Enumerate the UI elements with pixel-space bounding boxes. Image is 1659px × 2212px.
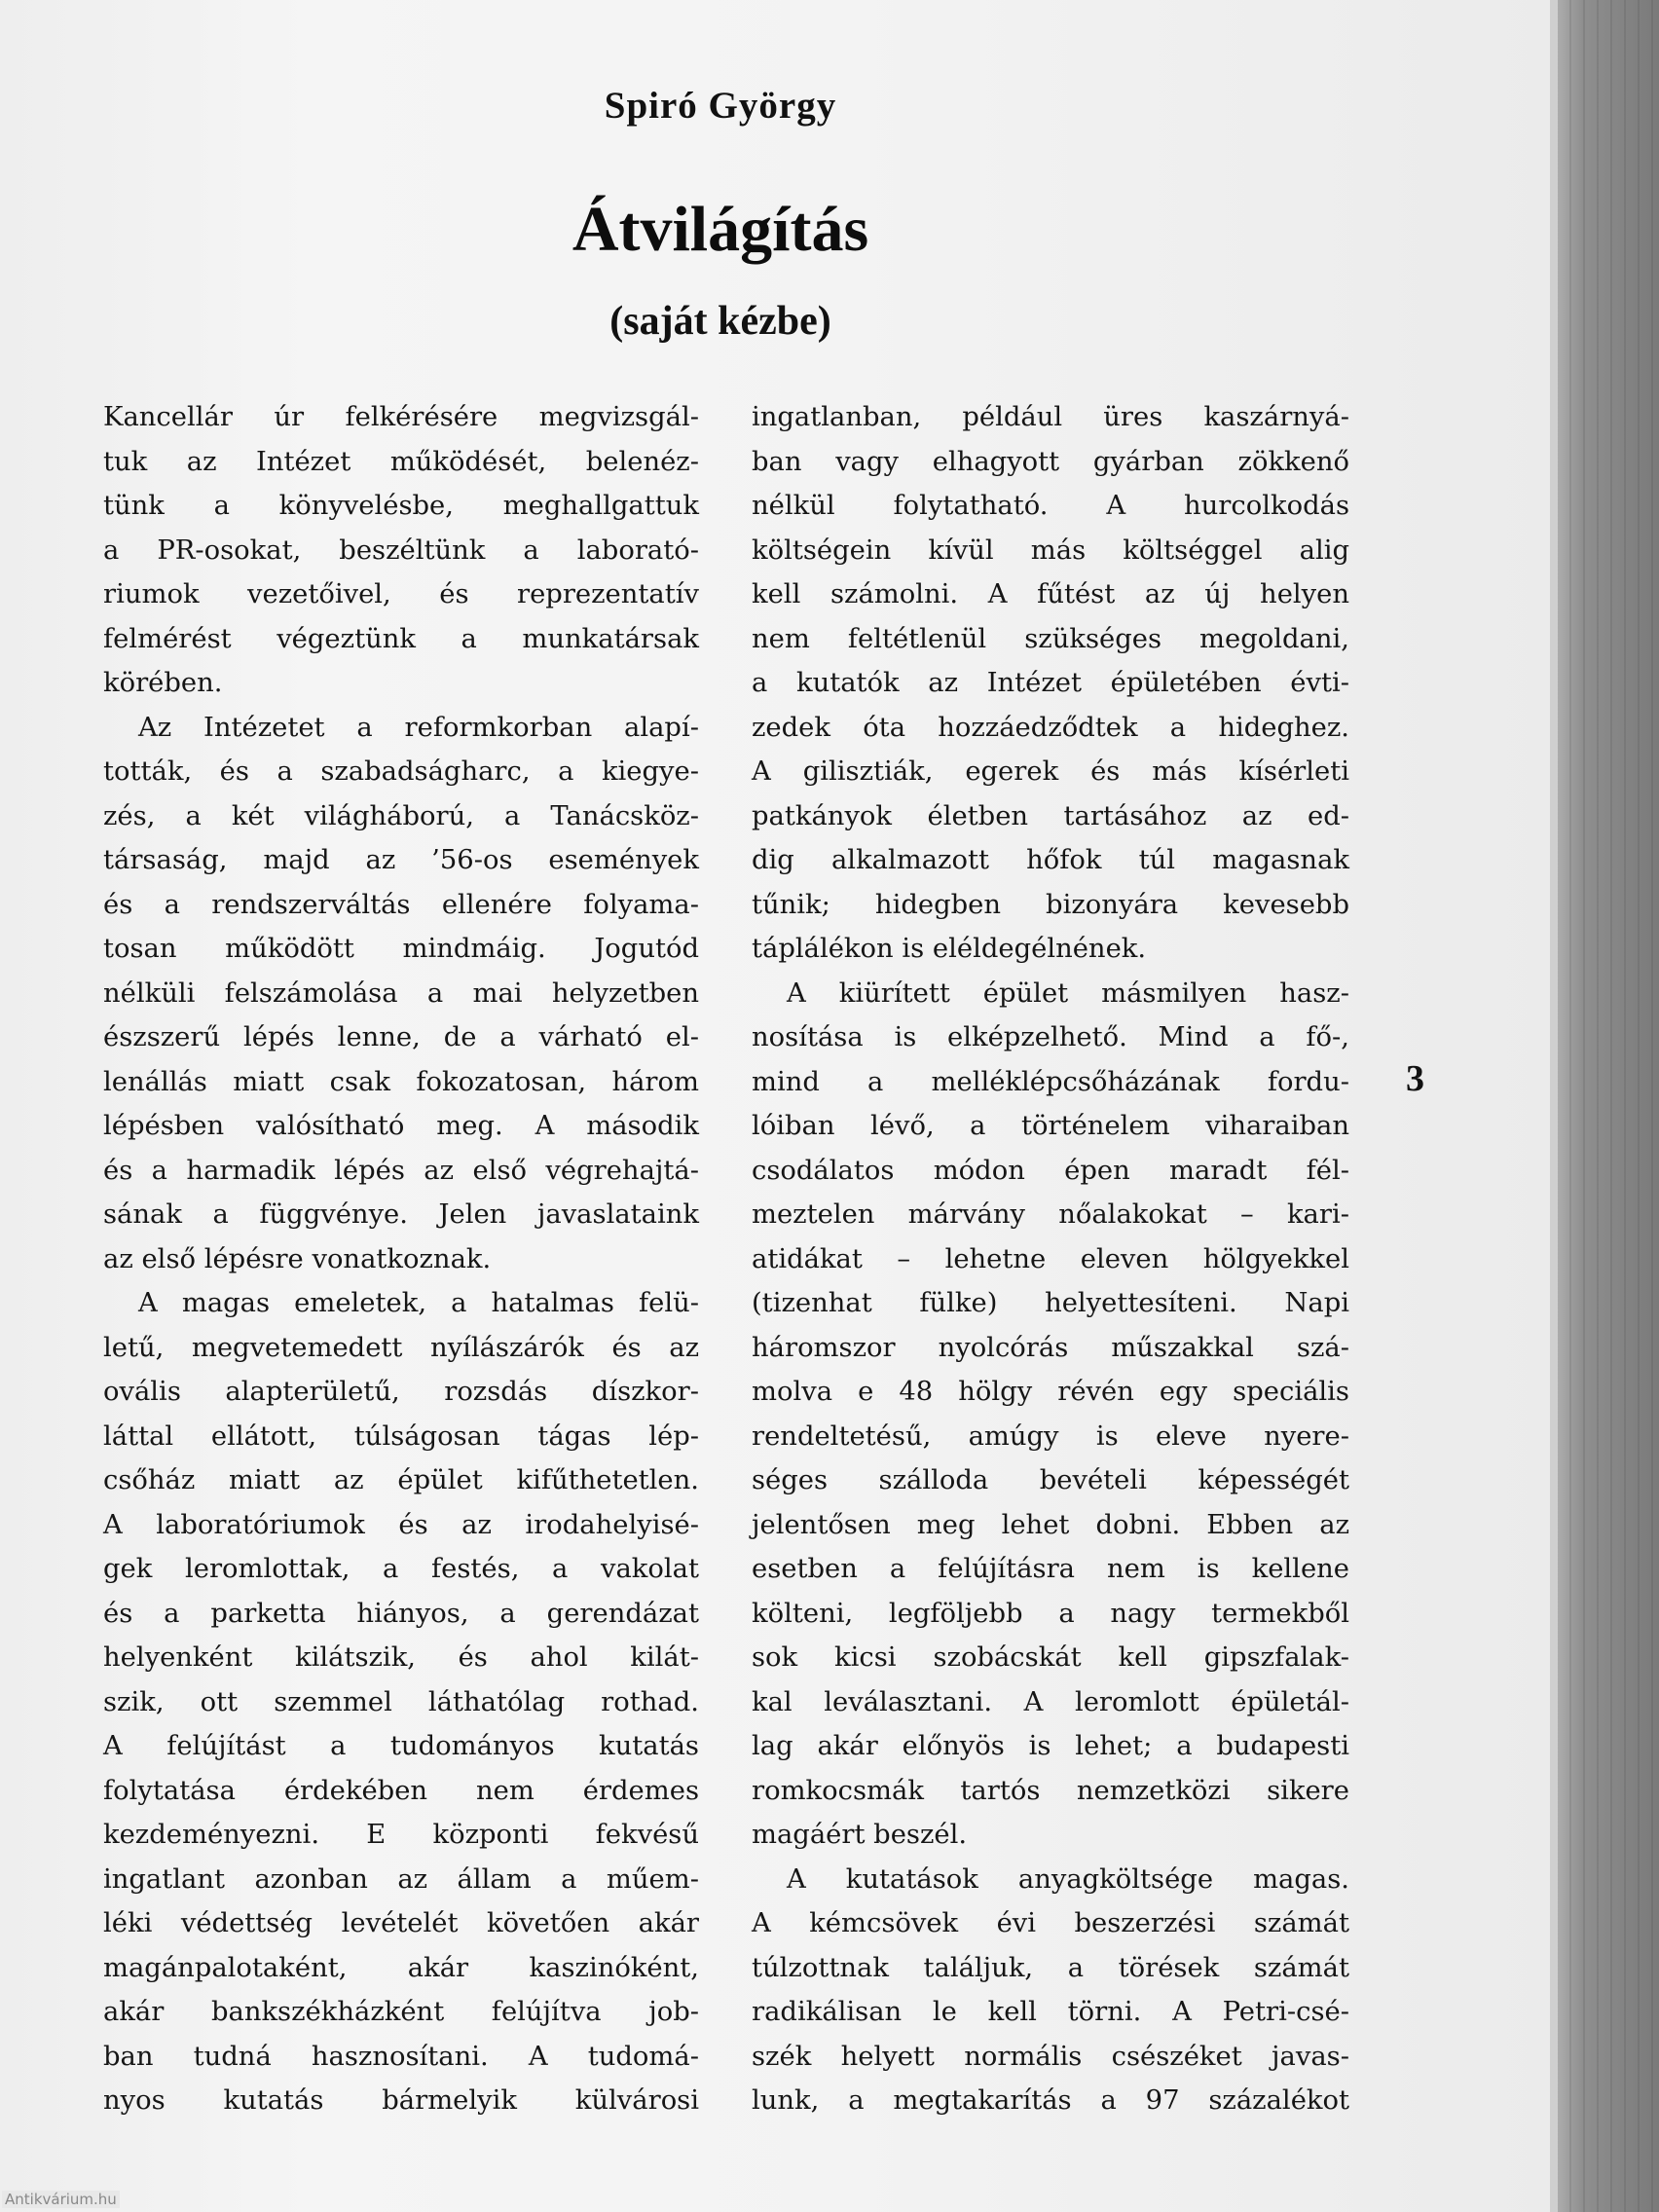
text-line: ingatlanban, például üres kaszárnyá- bbox=[752, 402, 1349, 432]
text-line: atidákat – lehetne eleven hölgyekkel bbox=[752, 1243, 1349, 1274]
article-subtitle: (saját kézbe) bbox=[609, 299, 831, 344]
text-line: nyos kutatás bármelyik külvárosi bbox=[103, 2085, 699, 2116]
text-line: tották, és a szabadságharc, a kiegye- bbox=[103, 756, 699, 787]
text-line: dig alkalmazott hőfok túl magasnak bbox=[752, 845, 1349, 875]
text-line: túlzottnak találjuk, a törések számát bbox=[752, 1952, 1349, 1983]
text-line: patkányok életben tartásához az ed- bbox=[752, 800, 1349, 831]
text-line: körében. bbox=[103, 668, 223, 698]
text-line: tűnik; hidegben bizonyára kevesebb bbox=[752, 889, 1349, 920]
text-line: költségein kívül más költséggel alig bbox=[752, 535, 1349, 566]
text-line: kezdeményezni. E központi fekvésű bbox=[103, 1820, 699, 1850]
text-line: (tizenhat fülke) helyettesíteni. Napi bbox=[752, 1288, 1349, 1318]
text-line: Kancellár úr felkérésére megvizsgál- bbox=[103, 402, 699, 432]
text-line: a kutatók az Intézet épületében évti- bbox=[752, 668, 1349, 698]
text-line: A gilisztiák, egerek és más kísérleti bbox=[752, 756, 1349, 787]
text-line: meztelen márvány nőalakokat – kari- bbox=[752, 1199, 1349, 1230]
text-line: molva e 48 hölgy révén egy speciális bbox=[752, 1377, 1349, 1407]
text-line: romkocsmák tartós nemzetközi sikere bbox=[752, 1775, 1349, 1806]
text-line: gek leromlottak, a festés, a vakolat bbox=[103, 1554, 699, 1584]
text-line: Az Intézetet a reformkorban alapí- bbox=[138, 712, 699, 743]
text-column-left bbox=[103, 395, 699, 2123]
text-line: csodálatos módon épen maradt fél- bbox=[752, 1155, 1349, 1186]
page-number: 3 bbox=[1406, 1058, 1424, 1099]
text-line: zés, a két világháború, a Tanácsköz- bbox=[103, 800, 699, 831]
text-line: lunk, a megtakarítás a 97 százalékot bbox=[752, 2085, 1349, 2116]
text-line: radikálisan le kell törni. A Petri-csé- bbox=[752, 1997, 1349, 2027]
text-line: és a harmadik lépés az első végrehajtá- bbox=[103, 1155, 699, 1186]
text-line: magánpalotaként, akár kaszinóként, bbox=[103, 1952, 699, 1983]
text-line: ingatlant azonban az állam a műem- bbox=[103, 1863, 699, 1895]
text-line: esetben a felújításra nem is kellene bbox=[752, 1554, 1349, 1584]
text-line: magáért beszél. bbox=[752, 1820, 968, 1850]
text-line: A kémcsövek évi beszerzési számát bbox=[752, 1908, 1349, 1938]
text-line: lenállás miatt csak fokozatosan, három bbox=[103, 1066, 699, 1097]
text-line: zedek óta hozzáedződtek a hideghez. bbox=[752, 712, 1349, 743]
text-line: sának a függvénye. Jelen javaslataink bbox=[103, 1199, 699, 1230]
author-name: Spiró György bbox=[604, 85, 837, 127]
text-line: A felújítást a tudományos kutatás bbox=[103, 1731, 699, 1761]
text-line: csőház miatt az épület kifűthetetlen. bbox=[103, 1465, 699, 1495]
text-line: A kutatások anyagköltsége magas. bbox=[787, 1863, 1349, 1895]
text-line: akár bankszékházként felújítva job- bbox=[103, 1997, 699, 2027]
text-line: lag akár előnyös is lehet; a budapesti bbox=[752, 1731, 1349, 1761]
text-line: A magas emeletek, a hatalmas felü- bbox=[138, 1288, 699, 1318]
text-line: és a rendszerváltás ellenére folyama- bbox=[103, 889, 699, 920]
page-edge-texture bbox=[1569, 0, 1657, 2212]
text-line: nélküli felszámolása a mai helyzetben bbox=[103, 977, 699, 1009]
text-line: letű, megvetemedett nyílászárók és az bbox=[103, 1332, 699, 1363]
text-line: tosan működött mindmáig. Jogutód bbox=[103, 934, 699, 964]
text-line: a PR-osokat, beszéltünk a laborató- bbox=[103, 535, 699, 566]
text-line: nosítása is elképzelhető. Mind a fő-, bbox=[752, 1022, 1349, 1052]
text-line: jelentősen meg lehet dobni. Ebben az bbox=[752, 1509, 1349, 1540]
text-line: tünk a könyvelésbe, meghallgattuk bbox=[103, 491, 699, 521]
text-line: séges szálloda bevételi képességét bbox=[752, 1465, 1349, 1495]
text-line: ovális alapterületű, rozsdás díszkor- bbox=[103, 1377, 699, 1407]
text-line: háromszor nyolcórás műszakkal szá- bbox=[752, 1332, 1349, 1363]
text-line: A laboratóriumok és az irodahelyisé- bbox=[103, 1509, 699, 1540]
text-line: az első lépésre vonatkoznak. bbox=[103, 1243, 492, 1274]
text-line: A kiürített épület másmilyen hasz- bbox=[787, 977, 1349, 1009]
text-line: láttal ellátott, túlságosan tágas lép- bbox=[103, 1420, 699, 1452]
text-line: helyenként kilátszik, és ahol kilát- bbox=[103, 1642, 699, 1673]
watermark: Antikvárium.hu bbox=[2, 2191, 120, 2208]
text-line: léki védettség levételét követően akár bbox=[103, 1908, 699, 1938]
page-edge-stack bbox=[1550, 0, 1659, 2212]
text-line: nem feltétlenül szükséges megoldani, bbox=[752, 623, 1349, 654]
text-line: rendeltetésű, amúgy is eleve nyere- bbox=[752, 1420, 1349, 1452]
text-line: sok kicsi szobácskát kell gipszfalak- bbox=[752, 1642, 1349, 1673]
text-line: szik, ott szemmel láthatólag rothad. bbox=[103, 1686, 699, 1717]
text-line: tuk az Intézet működését, belenéz- bbox=[103, 446, 699, 477]
text-line: ban vagy elhagyott gyárban zökkenő bbox=[752, 446, 1349, 477]
text-line: költeni, legföljebb a nagy termekből bbox=[752, 1598, 1349, 1629]
text-line: észszerű lépés lenne, de a várható el- bbox=[103, 1022, 699, 1052]
article-title: Átvilágítás bbox=[571, 194, 869, 265]
text-line: kell számolni. A fűtést az új helyen bbox=[752, 579, 1349, 609]
text-line: folytatása érdekében nem érdemes bbox=[103, 1775, 699, 1806]
text-line: és a parketta hiányos, a gerendázat bbox=[103, 1598, 699, 1629]
text-line: társaság, majd az ’56-os események bbox=[103, 845, 699, 875]
text-line: mind a melléklépcsőházának fordu- bbox=[752, 1066, 1349, 1097]
text-line: táplálékon is eléldegélnének. bbox=[752, 934, 1147, 964]
text-line: riumok vezetőivel, és reprezentatív bbox=[103, 579, 699, 609]
text-line: felmérést végeztünk a munkatársak bbox=[103, 623, 699, 654]
text-line: lóiban lévő, a történelem viharaiban bbox=[752, 1111, 1349, 1141]
text-line: lépésben valósítható meg. A második bbox=[103, 1111, 699, 1141]
text-column-right bbox=[752, 395, 1349, 2123]
text-line: ban tudná hasznosítani. A tudomá- bbox=[103, 2041, 699, 2072]
text-line: kal leválasztani. A leromlott épületál- bbox=[752, 1686, 1349, 1717]
text-line: nélkül folytatható. A hurcolkodás bbox=[752, 491, 1349, 521]
text-line: szék helyett normális csészéket javas- bbox=[752, 2041, 1349, 2072]
